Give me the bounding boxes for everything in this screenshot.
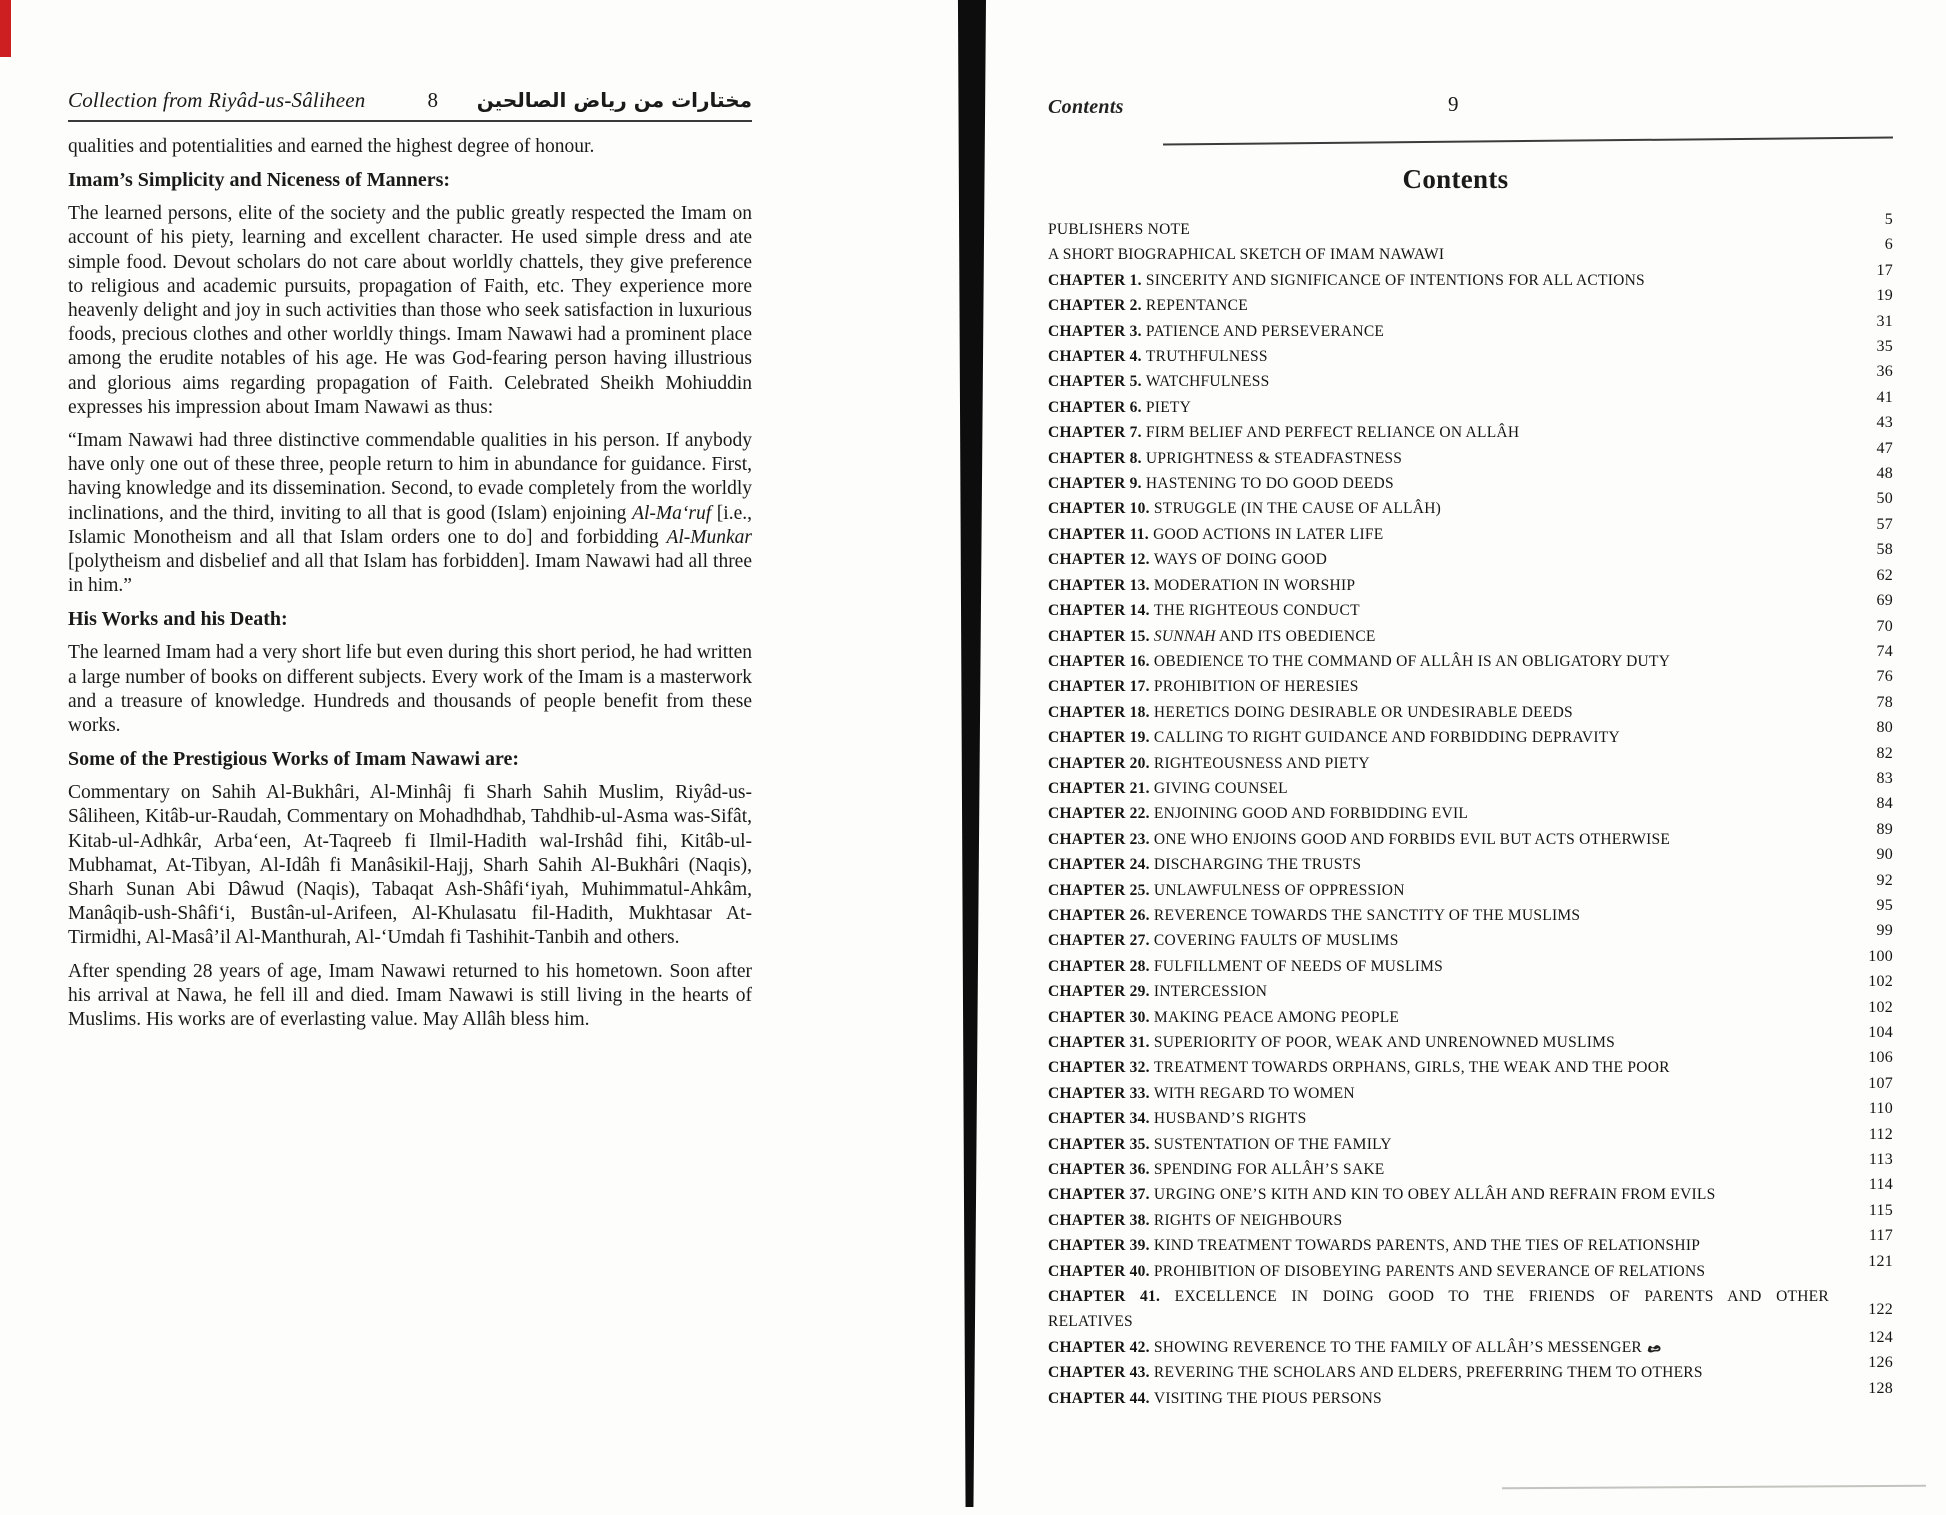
- toc-page-number: 126: [1868, 1354, 1893, 1372]
- toc-entry-title: CHAPTER 38. RIGHTS OF NEIGHBOURS: [1048, 1211, 1343, 1229]
- toc-entry-label: CHAPTER 12.: [1048, 551, 1154, 569]
- toc-page-number: 90: [1876, 846, 1893, 864]
- toc-entry: [1048, 1176, 1893, 1207]
- toc-entry-label: CHAPTER 37.: [1048, 1186, 1154, 1204]
- toc-entry-title: CHAPTER 7. FIRM BELIEF AND PERFECT RELIANCE ON ALLÂH: [1048, 424, 1520, 442]
- toc-entry-label: CHAPTER 11.: [1048, 525, 1154, 543]
- toc-page-number: 102: [1868, 973, 1893, 991]
- scan-artifact-red-mark: [0, 0, 11, 57]
- toc-entry-title: CHAPTER 21. GIVING COUNSEL: [1048, 779, 1288, 797]
- toc-entry: [1048, 1151, 1893, 1182]
- toc-page-number: 102: [1868, 998, 1893, 1016]
- toc-entry-label: CHAPTER 8.: [1048, 449, 1146, 467]
- toc-page-number: 58: [1876, 541, 1893, 559]
- toc-entry: [1048, 388, 1893, 420]
- toc-entry-title: CHAPTER 4. TRUTHFULNESS: [1048, 348, 1268, 366]
- toc-entry-title: CHAPTER 26. REVERENCE TOWARDS THE SANCTITY OF THE MUSLIMS: [1048, 906, 1581, 924]
- toc-entry: [1048, 261, 1893, 293]
- toc-entry: [1048, 719, 1893, 750]
- toc-entry: [1048, 820, 1893, 852]
- toc-page-number: 5: [1884, 211, 1893, 228]
- toc-entry-label: CHAPTER 7.: [1048, 424, 1146, 442]
- paragraph: After spending 28 years of age, Imam Nawawi returned to his hometown. Soon after his arrival at Nawa, he fell ill and died. Imam Nawawi is still living in the hearts of Muslims. His works are of everlasting value. May Allâh bless him.: [68, 960, 752, 1031]
- toc-page-number: 62: [1876, 566, 1893, 584]
- toc-entry-title: CHAPTER 30. MAKING PEACE AMONG PEOPLE: [1048, 1008, 1400, 1026]
- toc-entry-label: CHAPTER 20.: [1048, 754, 1154, 772]
- toc-entry-title: CHAPTER 37. URGING ONE’S KITH AND KIN TO OBEY ALLÂH AND REFRAIN FROM EVILS: [1048, 1186, 1716, 1204]
- running-title: Collection from Riyâd-us-Sâliheen: [68, 88, 366, 112]
- toc-entry: [1048, 947, 1893, 979]
- toc-page-number: 74: [1876, 642, 1893, 660]
- toc-entry-label: CHAPTER 21.: [1048, 779, 1154, 797]
- toc-entry-title: CHAPTER 39. KIND TREATMENT TOWARDS PARENTS, AND THE TIES OF RELATIONSHIP: [1048, 1237, 1701, 1255]
- toc-entry-title: CHAPTER 29. INTERCESSION: [1048, 983, 1268, 1001]
- toc-entry-title: CHAPTER 6. PIETY: [1048, 398, 1192, 416]
- toc-entry-label: CHAPTER 25.: [1048, 881, 1154, 899]
- toc-entry-label: CHAPTER 18.: [1048, 703, 1154, 721]
- toc-entry-label: CHAPTER 1.: [1048, 271, 1146, 289]
- toc-entry: [1048, 490, 1893, 521]
- toc-page-number: 100: [1868, 947, 1893, 965]
- toc-page-number: 83: [1876, 769, 1893, 787]
- toc-entry: [1048, 1074, 1893, 1106]
- toc-entry-title: CHAPTER 9. HASTENING TO DO GOOD DEEDS: [1048, 475, 1394, 493]
- scan-artifact-line: [1502, 1485, 1926, 1490]
- toc-entry-label: CHAPTER 14.: [1048, 602, 1154, 620]
- toc-page-number: 48: [1876, 465, 1893, 483]
- toc-entry-title: CHAPTER 23. ONE WHO ENJOINS GOOD AND FORBIDS EVIL BUT ACTS OTHERWISE: [1048, 830, 1671, 848]
- toc-page-number: 99: [1876, 922, 1893, 940]
- toc-page-number: 128: [1868, 1379, 1893, 1397]
- toc-entry: [1048, 465, 1893, 496]
- section-heading: Imam’s Simplicity and Niceness of Manners:: [68, 169, 451, 192]
- contents-title: Contents: [1402, 164, 1509, 194]
- toc-list: [1048, 211, 1893, 1411]
- toc-entry-label: CHAPTER 26.: [1048, 906, 1154, 924]
- toc-entry-title: CHAPTER 43. REVERING THE SCHOLARS AND ELDERS, PREFERRING THEM TO OTHERS: [1048, 1364, 1703, 1382]
- toc-entry: [1048, 363, 1893, 394]
- toc-page-number: 76: [1876, 668, 1893, 686]
- toc-entry-title: CHAPTER 18. HERETICS DOING DESIRABLE OR UNDESIRABLE DEEDS: [1048, 703, 1573, 721]
- toc-entry: [1048, 1100, 1893, 1131]
- toc-entry-title: CHAPTER 3. PATIENCE AND PERSEVERANCE: [1048, 322, 1385, 340]
- toc-entry-title: CHAPTER 13. MODERATION IN WORSHIP: [1048, 576, 1356, 594]
- toc-entry: [1048, 1252, 1893, 1284]
- left-page-header: [68, 88, 752, 113]
- toc-entry-label: CHAPTER 23.: [1048, 830, 1154, 848]
- toc-entry-label: CHAPTER 19.: [1048, 729, 1154, 747]
- toc-entry-title: CHAPTER 12. WAYS OF DOING GOOD: [1048, 551, 1328, 569]
- paragraph: Commentary on Sahih Al-Bukhâri, Al-Minhâj fi Sharh Sahih Muslim, Riyâd-us-Sâliheen, Kitâb-ur-Raudah, Commentary on Mohadhdhab, Tahdhib-ul-Asma was-Sifât, Kitab-ul-Adhkâr, Arba‘een, At-Taqreeb fi Ilmil-Hadith wal-Irshâd fihi, Kitâb-ul-Mubhamat, At-Tibyan, Al-Idâh fi Manâsikil-Hajj, Sharh Sahih Al-Bukhâri (Naqis), Sharh Sunan Abi Dâwud (Naqis), Tabaqat Ash-Shâfi‘iyah, Muhimmatul-Ahkâm, Manâqib-ush-Shâfi‘i, Bustân-ul-Arifeen, Al-Khulasatu fil-Hadith, Mukhtasar At-Tirmidhi, Al-Masâ’il Al-Manthurah, Al-‘Umdah fi Tashihit-Tanbih and others.: [68, 782, 752, 949]
- toc-entry-label: CHAPTER 27.: [1048, 932, 1154, 950]
- toc-entry-title: A SHORT BIOGRAPHICAL SKETCH OF IMAM NAWAWI: [1048, 246, 1445, 264]
- toc-page-number: 113: [1868, 1151, 1893, 1169]
- left-body: [68, 135, 752, 1032]
- toc-page-number: 36: [1876, 363, 1893, 381]
- toc-page-number: 89: [1876, 820, 1893, 838]
- toc-entry-title: CHAPTER 11. GOOD ACTIONS IN LATER LIFE: [1048, 525, 1384, 543]
- toc-entry: [1048, 439, 1893, 471]
- toc-entry: [1048, 338, 1893, 369]
- toc-entry: [1048, 769, 1893, 801]
- toc-entry-title: CHAPTER 8. UPRIGHTNESS & STEADFASTNESS: [1048, 449, 1403, 467]
- toc-page-number: 17: [1876, 261, 1893, 279]
- toc-entry-title: CHAPTER 41. EXCELLENCE IN DOING GOOD TO THE FRIENDS OF PARENTS AND OTHER RELATIVES: [1048, 1288, 1829, 1331]
- paragraph: The learned persons, elite of the society and the public greatly respected the Imam on account of his piety, learning and excellent character. He used simple dress and ate simple food. Devout scholars do not care about worldly chattels, they give preference to religious and academic pursuits, propagation of Faith, etc. They experience more heavenly delight and joy in such activities than those who seek satisfaction in luxurious foods, precious clothes and other worldly things. Imam Nawawi had a prominent place among the erudite notables of his age. He was God-fearing person having illustrious and glorious aims regarding propagation of Faith. Celebrated Sheikh Mohiuddin expresses his impression about Imam Nawawi as thus:: [68, 203, 752, 418]
- toc-page-number: 69: [1876, 592, 1893, 610]
- toc-entry-label: CHAPTER 24.: [1048, 856, 1154, 874]
- toc-entry-label: CHAPTER 43.: [1048, 1364, 1154, 1382]
- toc-entry-title: CHAPTER 31. SUPERIORITY OF POOR, WEAK AND UNRENOWNED MUSLIMS: [1048, 1034, 1616, 1051]
- toc-entry-label: CHAPTER 31.: [1048, 1034, 1154, 1051]
- toc-entry-label: CHAPTER 34.: [1048, 1110, 1154, 1128]
- toc-entry: [1048, 566, 1893, 598]
- toc-entry-label: CHAPTER 32.: [1048, 1059, 1154, 1077]
- toc-entry: [1048, 642, 1893, 674]
- toc-entry-label: CHAPTER 28.: [1048, 957, 1154, 975]
- page-gutter-shadow: [953, 0, 986, 1507]
- toc-entry-label: CHAPTER 30.: [1048, 1008, 1154, 1026]
- toc-entry: [1048, 795, 1893, 826]
- toc-entry: [1048, 236, 1893, 267]
- toc-entry-label: CHAPTER 2.: [1048, 297, 1146, 315]
- right-page-header: [1048, 92, 1893, 124]
- section-heading: Some of the Prestigious Works of Imam Nawawi are:: [68, 748, 520, 771]
- toc-entry: [1048, 1125, 1893, 1157]
- paragraph: qualities and potentialities and earned the highest degree of honour.: [68, 136, 595, 157]
- toc-entry: [1048, 846, 1893, 877]
- toc-entry: [1048, 1227, 1893, 1258]
- toc-page-number: 95: [1876, 896, 1893, 914]
- toc-entry: [1048, 998, 1893, 1030]
- toc-entry: [1048, 287, 1893, 318]
- toc-entry-title: CHAPTER 24. DISCHARGING THE TRUSTS: [1048, 856, 1362, 874]
- toc-page-number: 115: [1868, 1201, 1893, 1219]
- toc-entry: [1048, 922, 1893, 953]
- left-page: [68, 88, 752, 1041]
- toc-page-number: 6: [1884, 236, 1893, 254]
- toc-page-number: 106: [1868, 1049, 1893, 1067]
- toc-entry-title: CHAPTER 35. SUSTENTATION OF THE FAMILY: [1048, 1135, 1392, 1153]
- toc-page-number: 84: [1876, 795, 1893, 813]
- toc-entry: [1048, 592, 1893, 623]
- toc-entry: [1048, 1049, 1893, 1080]
- toc-entry-title: CHAPTER 25. UNLAWFULNESS OF OPPRESSION: [1048, 881, 1405, 899]
- toc-entry-title: CHAPTER 2. REPENTANCE: [1048, 297, 1248, 315]
- toc-entry-title: CHAPTER 16. OBEDIENCE TO THE COMMAND OF ALLÂH IS AN OBLIGATORY DUTY: [1048, 652, 1671, 670]
- toc-entry-label: CHAPTER 36.: [1048, 1161, 1154, 1179]
- toc-entry: [1048, 1024, 1893, 1055]
- left-page-number: 8: [427, 88, 438, 112]
- toc-entry: [1048, 515, 1893, 547]
- toc-page-number: 43: [1876, 414, 1893, 432]
- toc-entry: [1048, 693, 1893, 725]
- toc-page-number: 114: [1868, 1176, 1893, 1194]
- toc-entry-title: CHAPTER 34. HUSBAND’S RIGHTS: [1048, 1110, 1307, 1128]
- toc-entry-title: CHAPTER 19. CALLING TO RIGHT GUIDANCE AND FORBIDDING DEPRAVITY: [1048, 729, 1620, 747]
- toc-page-number: 107: [1868, 1074, 1893, 1092]
- toc-entry: [1048, 668, 1893, 699]
- toc-entry-label: CHAPTER 44.: [1048, 1389, 1154, 1407]
- toc-entry: [1048, 312, 1893, 344]
- toc-entry: [1048, 896, 1893, 928]
- toc-page-number: 41: [1876, 388, 1893, 406]
- toc-page-number: 112: [1868, 1125, 1893, 1143]
- toc-entry: [1048, 1328, 1893, 1360]
- toc-entry-label: CHAPTER 6.: [1048, 398, 1146, 416]
- toc-page-number: 57: [1876, 515, 1893, 533]
- toc-entry-title: CHAPTER 40. PROHIBITION OF DISOBEYING PARENTS AND SEVERANCE OF RELATIONS: [1048, 1262, 1706, 1280]
- toc-entry-label: CHAPTER 3.: [1048, 322, 1146, 340]
- toc-entry-label: CHAPTER 13.: [1048, 576, 1154, 594]
- toc-entry-label: CHAPTER 10.: [1048, 500, 1154, 518]
- toc-entry: [1048, 617, 1893, 649]
- toc-entry-title: CHAPTER 28. FULFILLMENT OF NEEDS OF MUSLIMS: [1048, 957, 1444, 975]
- toc-entry-label: CHAPTER 22.: [1048, 805, 1154, 823]
- toc-entry-label: CHAPTER 41.: [1048, 1288, 1175, 1306]
- toc-page-number: 82: [1876, 744, 1893, 762]
- toc-entry: [1048, 744, 1893, 776]
- toc-entry: [1048, 1354, 1893, 1385]
- paragraph: “Imam Nawawi had three distinctive commendable qualities in his person. If anybody have only one out of these three, people return to him in abundance for guidance. First, having knowledge and its dissemination. Second, to evade completely from the worldly inclinations, and the third, inviting to all that is good (Islam) enjoining Al-Ma‘ruf [i.e., Islamic Monotheism and all that Islam orders one to do] and forbidding Al-Munkar [polytheism and disbelief and all that Islam has forbidden]. Imam Nawawi had all three in him.”: [68, 430, 752, 597]
- toc-entry-label: CHAPTER 40.: [1048, 1262, 1154, 1280]
- toc-page-number: 70: [1876, 617, 1893, 635]
- toc-page-number: 92: [1876, 871, 1893, 889]
- toc-entry-label: CHAPTER 29.: [1048, 983, 1154, 1001]
- toc-entry-title: CHAPTER 17. PROHIBITION OF HERESIES: [1048, 678, 1359, 696]
- toc-entry-label: CHAPTER 33.: [1048, 1084, 1154, 1102]
- section-heading: His Works and his Death:: [68, 608, 288, 631]
- toc-entry-title: CHAPTER 36. SPENDING FOR ALLÂH’S SAKE: [1048, 1161, 1385, 1179]
- toc-entry-title: CHAPTER 5. WATCHFULNESS: [1048, 373, 1270, 391]
- toc-entry-label: CHAPTER 39.: [1048, 1237, 1154, 1255]
- toc-entry: [1048, 1379, 1893, 1411]
- toc-entry-title: CHAPTER 22. ENJOINING GOOD AND FORBIDDING EVIL: [1048, 805, 1469, 823]
- toc-page-number: 78: [1876, 693, 1893, 711]
- toc-entry-label: CHAPTER 15.: [1048, 627, 1154, 645]
- toc-entry: [1048, 1201, 1893, 1233]
- header-rule-left: [68, 120, 752, 122]
- toc-page-number: 47: [1876, 439, 1893, 457]
- toc-entry: [1048, 211, 1893, 242]
- toc-entry: [1048, 414, 1893, 445]
- header-rule-right: [1163, 136, 1893, 145]
- toc-entry: [1048, 973, 1893, 1004]
- toc-entry-title: CHAPTER 44. VISITING THE PIOUS PERSONS: [1048, 1389, 1382, 1407]
- toc-entry-title: CHAPTER 33. WITH REGARD TO WOMEN: [1048, 1084, 1355, 1102]
- toc-entry: [1048, 871, 1893, 903]
- toc-page-number: 19: [1876, 287, 1893, 305]
- toc-entry-title: CHAPTER 20. RIGHTEOUSNESS AND PIETY: [1048, 754, 1370, 772]
- toc-entry-title: CHAPTER 32. TREATMENT TOWARDS ORPHANS, GIRLS, THE WEAK AND THE POOR: [1048, 1059, 1670, 1077]
- toc-entry-title: CHAPTER 42. SHOWING REVERENCE TO THE FAMILY OF ALLÂH’S MESSENGER: [1048, 1335, 1847, 1360]
- toc-entry-label: CHAPTER 9.: [1048, 475, 1146, 493]
- running-title-arabic: مختارات من رياض الصالحين: [476, 88, 752, 112]
- toc-entry-title: CHAPTER 27. COVERING FAULTS OF MUSLIMS: [1048, 932, 1399, 950]
- toc-entry-label: CHAPTER 35.: [1048, 1135, 1154, 1153]
- toc-page-number: 31: [1876, 312, 1893, 330]
- toc-entry-title: PUBLISHERS NOTE: [1048, 221, 1190, 238]
- toc-entry-title: CHAPTER 1. SINCERITY AND SIGNIFICANCE OF INTENTIONS FOR ALL ACTIONS: [1048, 271, 1645, 289]
- toc-page-number: 121: [1868, 1252, 1893, 1270]
- paragraph: The learned Imam had a very short life but even during this short period, he had written a large number of books on different subjects. Every work of the Imam is a masterwork and a treasure of knowledge. Hundreds and thousands of people benefit from these works.: [68, 642, 752, 737]
- toc-page-number: 80: [1876, 719, 1893, 737]
- toc-page-number: 50: [1876, 490, 1893, 508]
- toc-entry-title: CHAPTER 14. THE RIGHTEOUS CONDUCT: [1048, 602, 1360, 620]
- toc-entry-label: CHAPTER 16.: [1048, 652, 1154, 670]
- prophet-seal-icon: [1646, 1340, 1663, 1354]
- toc-entry-title: CHAPTER 10. STRUGGLE (IN THE CAUSE OF ALLÂH): [1048, 500, 1442, 518]
- toc-entry-label: CHAPTER 5.: [1048, 373, 1146, 391]
- toc-entry-title: CHAPTER 15. SUNNAH AND ITS OBEDIENCE: [1048, 627, 1376, 645]
- running-title-contents: Contents: [1048, 96, 1124, 118]
- toc-entry: [1048, 1284, 1893, 1335]
- toc-page-number: 110: [1868, 1100, 1893, 1118]
- toc-page-number: 122: [1868, 1301, 1893, 1319]
- toc-page-number: 104: [1868, 1024, 1893, 1041]
- toc-entry: [1048, 541, 1893, 572]
- toc-entry-label: CHAPTER 42.: [1048, 1338, 1154, 1356]
- toc-page-number: 124: [1868, 1328, 1893, 1346]
- toc-page-number: 35: [1876, 338, 1893, 356]
- toc-page-number: 117: [1868, 1227, 1893, 1245]
- toc-entry-label: CHAPTER 17.: [1048, 678, 1154, 696]
- toc-entry-label: CHAPTER 4.: [1048, 348, 1146, 366]
- right-page-number: 9: [1448, 92, 1459, 116]
- right-page: [1048, 92, 1893, 1411]
- toc-entry-label: CHAPTER 38.: [1048, 1211, 1154, 1229]
